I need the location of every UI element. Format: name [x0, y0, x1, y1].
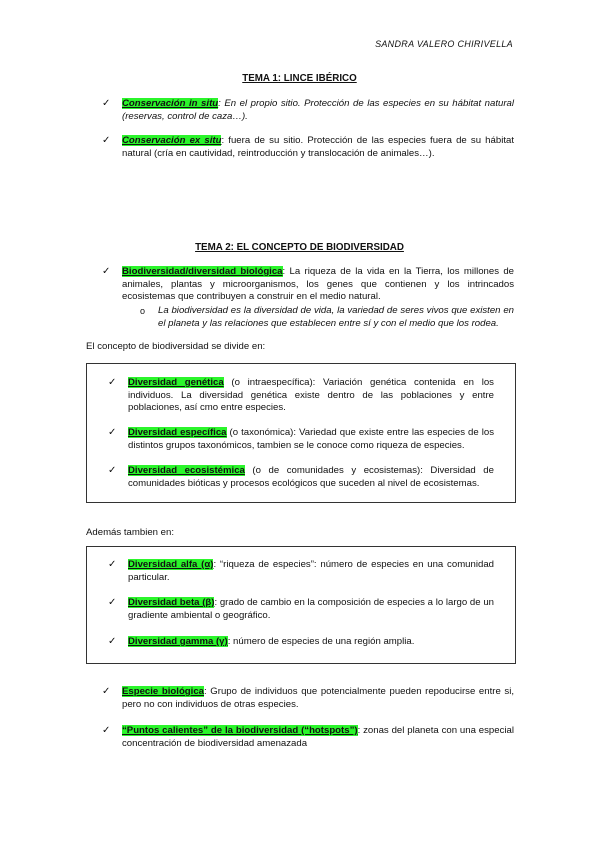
term: Diversidad genética: [128, 377, 224, 388]
definition: : grado de cambio en la composición de especies a lo largo de un gradiente ambiental o geográfico.: [128, 597, 494, 621]
list-item: [110, 559, 494, 584]
checkmark-icon: ✓: [108, 597, 117, 608]
checkmark-icon: ✓: [108, 465, 117, 476]
definition: (o intraespecífica): Variación genética contenida en los individuos. La diversidad genética existe dentro de las poblaciones y entre poblaciones, así cmo entre especies.: [128, 377, 494, 414]
list-item: [110, 636, 494, 649]
term: “Puntos calientes” de la biodiversidad (“hotspots”): [122, 725, 358, 736]
definition: : número de especies de una región amplia.: [227, 636, 415, 647]
term: Biodiversidad/diversidad biológica: [122, 266, 283, 277]
checkmark-icon: ✓: [108, 636, 117, 647]
list-item: [104, 266, 514, 304]
checkmark-icon: ✓: [102, 266, 111, 277]
checkmark-icon: ✓: [108, 377, 117, 388]
definition: : fuera de su sitio. Protección de las especies fuera de su hábitat natural (cría en cautividad, reintroducción y translocación de animales…).: [122, 135, 514, 159]
checkmark-icon: ✓: [102, 135, 111, 146]
tema1-title: TEMA 1: LINCE IBÉRICO: [242, 73, 357, 84]
definition: : Grupo de individuos que potencialmente pueden repoducirse entre si, pero no con individuos de otras especies.: [122, 686, 514, 710]
checkmark-icon: ✓: [102, 98, 111, 109]
term: Conservación in situ: [122, 98, 219, 109]
list-item: [110, 465, 494, 490]
definition: (o taxonómica): Variedad que existe entre las especies de los distintos grupos taxonómicos, tambien se le conoce como riqueza de especies.: [128, 427, 495, 451]
list-item: [104, 725, 514, 750]
list-item: [110, 377, 494, 415]
checkmark-icon: ✓: [108, 427, 117, 438]
checkmark-icon: ✓: [102, 725, 111, 736]
tema2-title: TEMA 2: EL CONCEPTO DE BIODIVERSIDAD: [195, 242, 404, 253]
term: Conservación ex situ: [122, 135, 222, 146]
term: Especie biológica: [122, 686, 205, 697]
paragraph: Además tambien en:: [86, 527, 174, 538]
definition: : zonas del planeta con una especial concentración de biodiversidad amenazada: [122, 725, 514, 749]
checkmark-icon: ✓: [108, 559, 117, 570]
term: Diversidad gamma (γ): [128, 636, 228, 647]
list-item: [104, 98, 514, 123]
definition: : La riqueza de la vida en la Tierra, los millones de animales, plantas y microorganismos, los genes que contienen y los intrincados ecosistemas que contribuyen a construir en el medio natural.: [122, 266, 515, 303]
circle-bullet-icon: o: [140, 306, 146, 316]
author-header: SANDRA VALERO CHIRIVELLA: [375, 39, 513, 49]
list-item: [104, 686, 514, 711]
term: Diversidad específica: [128, 427, 227, 438]
list-item: [104, 135, 514, 160]
list-item: [110, 427, 494, 452]
definition: : “riqueza de especies”: número de especies en una comunidad particular.: [128, 559, 494, 583]
term: Diversidad ecosistémica: [128, 465, 245, 476]
definition: (o de comunidades y ecosistemas): Diversidad de comunidades bióticas y procesos ecológicos que suceden al nivel de ecosistemas.: [128, 465, 494, 489]
definition: : En el propio sitio. Protección de las especies en su hábitat natural (reservas, control de caza…).: [122, 98, 514, 122]
checkmark-icon: ✓: [102, 686, 111, 697]
paragraph: El concepto de biodiversidad se divide en:: [86, 341, 266, 352]
term: Diversidad beta (β): [128, 597, 215, 608]
sub-text: La biodiversidad es la diversidad de vida, la variedad de seres vivos que existen en el planeta y las relaciones que establecen entre sí y con el medio que los rodea.: [158, 305, 514, 329]
list-item: [110, 597, 494, 622]
sub-item: [140, 305, 514, 330]
term: Diversidad alfa (α): [128, 559, 214, 570]
